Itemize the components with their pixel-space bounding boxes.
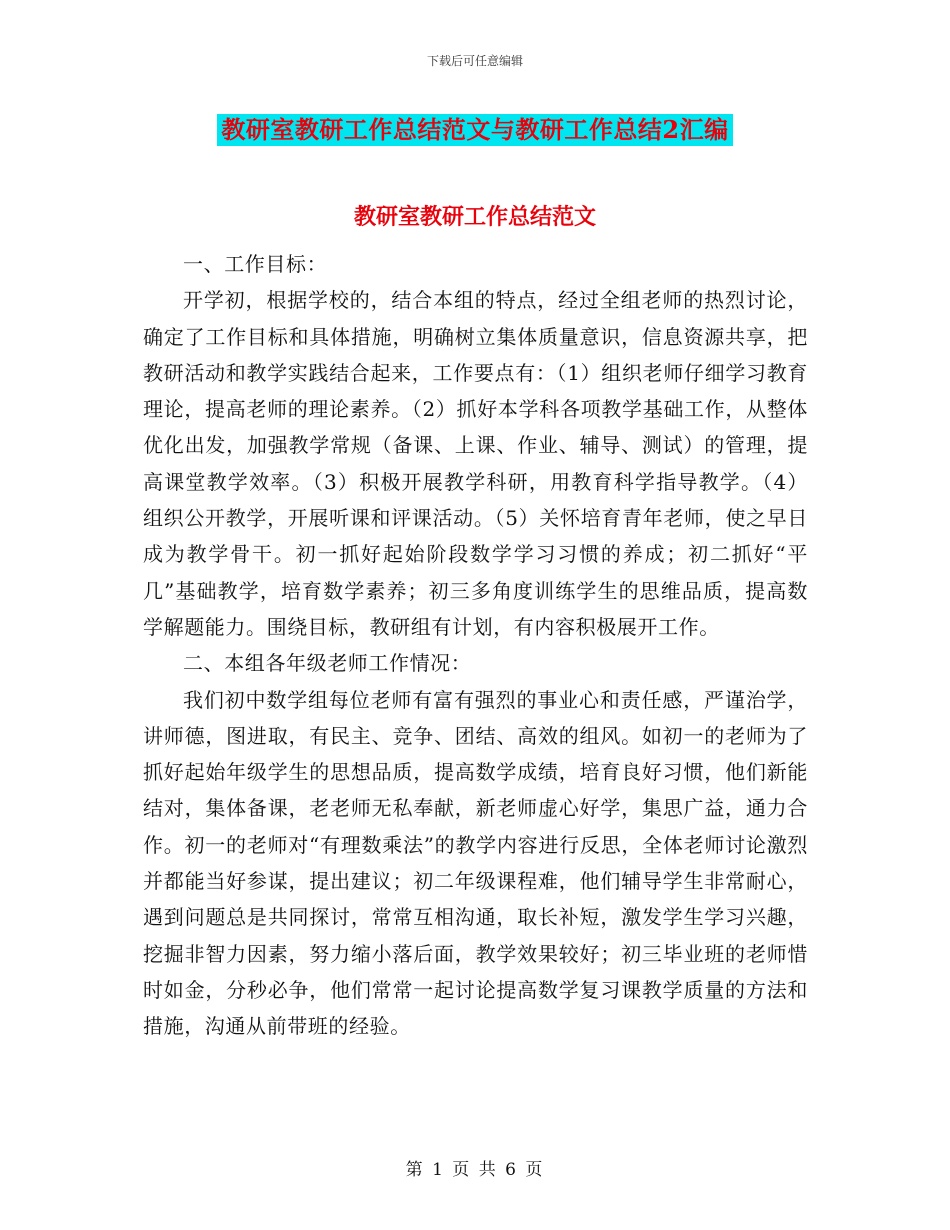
heading-work-goals: 一、工作目标： [183, 252, 328, 276]
page-number: 第 1 页 共 6 页 [405, 1160, 545, 1180]
paragraph-goals: 开学初，根据学校的，结合本组的特点，经过全组老师的热烈讨论，确定了工作目标和具体措施，明确树立集体质量意识，信息资源共享，把教研活动和教学实践结合起来，工作要点有：（1）组织老师仔细学习教育理论，提高老师的理论素养。（2）抓好本学科各项教学基础工作，从整体优化出发，加强教学常规（备课、上课、作业、辅导、测试）的管理，提高课堂教学效率。（3）积极开展教学科研，用教育科学指导教学。（4）组织公开教学，开展听课和评课活动。（5）关怀培育青年老师，使之早日成为教学骨干。初一抓好起始阶段数学学习习惯的养成；初二抓好“平几”基础教学，培育数学素养；初三多角度训练学生的思维品质，提高数学解题能力。围绕目标，教研组有计划，有内容积极展开工作。 [143, 288, 808, 639]
header-note: 下载后可任意编辑 [426, 54, 523, 68]
paragraph-teacher-work: 我们初中数学组每位老师有富有强烈的事业心和责任感，严谨治学，讲师德，图进取，有民主、竞争、团结、高效的组风。如初一的老师为了抓好起始年级学生的思想品质，提高数学成绩，培育良好习惯，他们新能结对，集体备课，老老师无私奉献，新老师虚心好学，集思广益，通力合作。初一的老师对“有理数乘法”的教学内容进行反思，全体老师讨论激烈并都能当好参谋，提出建议；初二年级课程难，他们辅导学生非常耐心，遇到问题总是共同探讨，常常互相沟通，取长补短，激发学生学习兴趣，挖掘非智力因素，努力缩小落后面，教学效果较好；初三毕业班的老师惜时如金，分秒必争，他们常常一起讨论提高数学复习课教学质量的方法和措施，沟通从前带班的经验。 [143, 687, 808, 1039]
document-title: 教研室教研工作总结范文与教研工作总结2汇编 [217, 114, 732, 146]
heading-teacher-work: 二、本组各年级老师工作情况： [183, 651, 472, 676]
section-title: 教研室教研工作总结范文 [353, 204, 596, 230]
body-text [143, 246, 808, 1045]
main-title-wrap [0, 114, 950, 146]
